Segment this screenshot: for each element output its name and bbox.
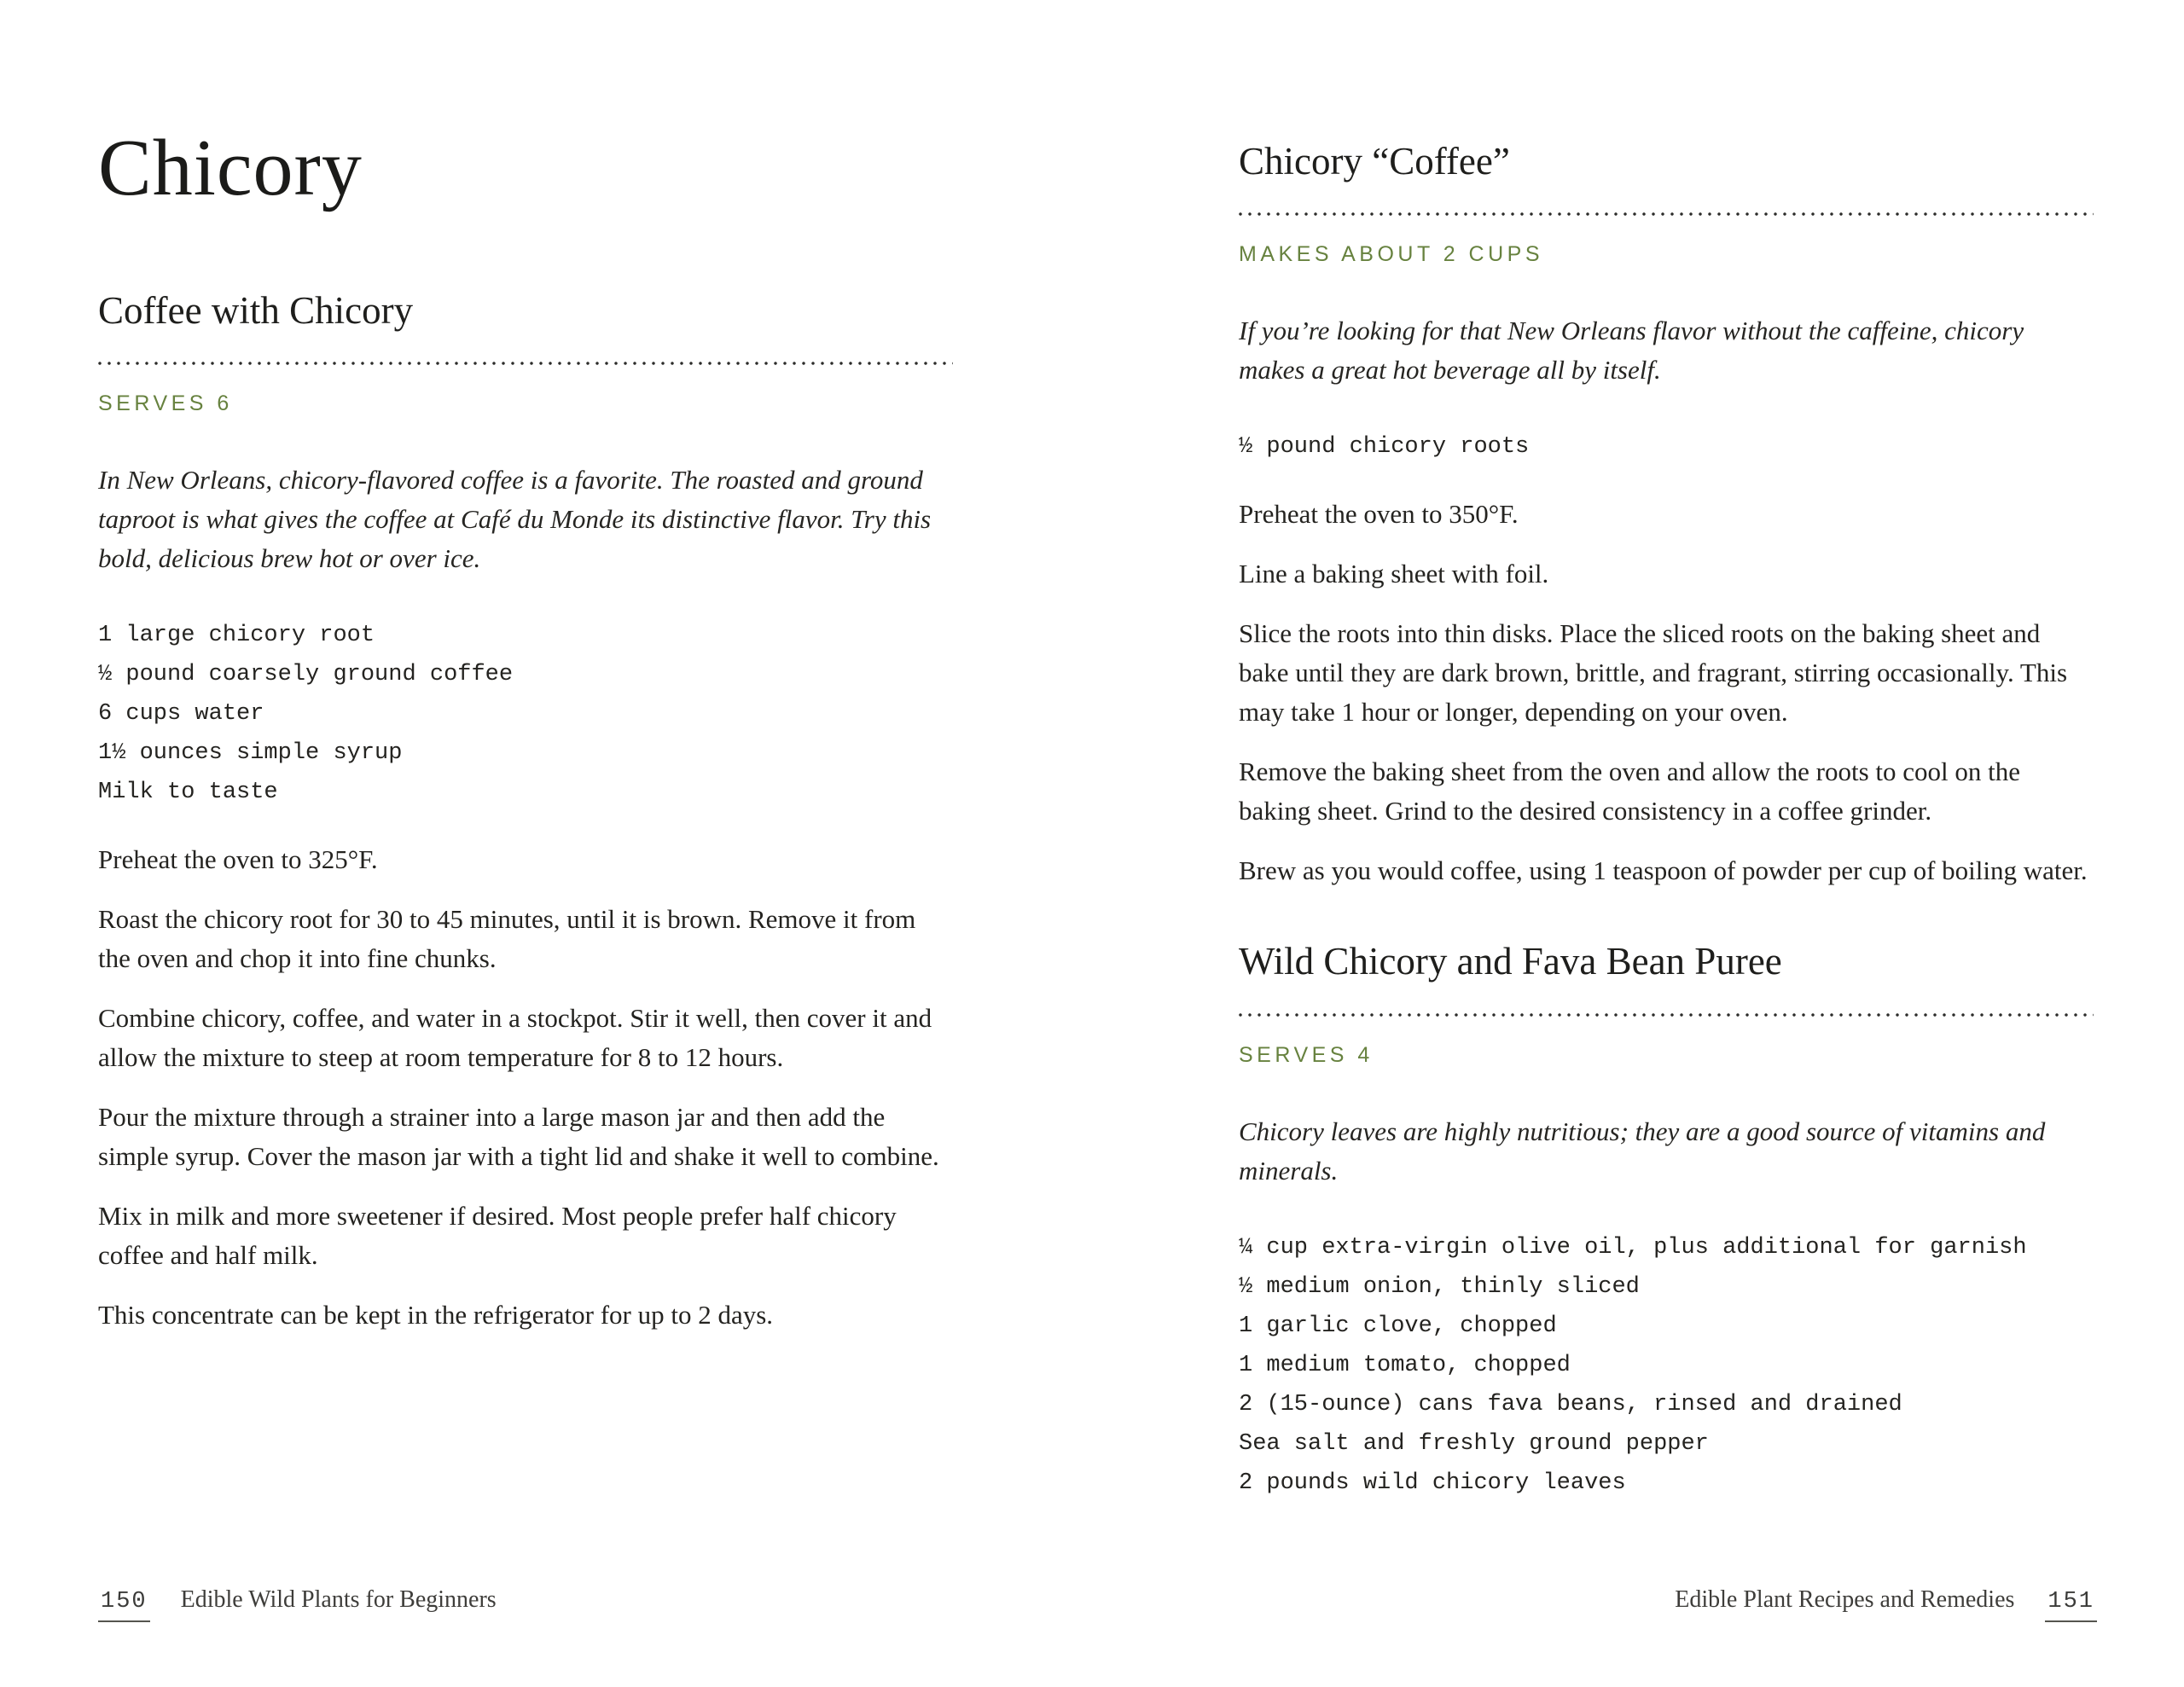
ingredient-line: 6 cups water bbox=[98, 701, 264, 728]
ingredient-line: 1½ ounces simple syrup bbox=[98, 740, 403, 767]
page-number: 150 bbox=[98, 1589, 150, 1622]
ingredient-list bbox=[1239, 1228, 2094, 1503]
right-page-footer bbox=[1675, 1586, 2097, 1622]
recipe-intro: Chicory leaves are highly nutritious; they are a good source of vitamins and minerals. bbox=[1239, 1116, 2046, 1186]
ingredient-line: Sea salt and freshly ground pepper bbox=[1239, 1430, 1709, 1457]
ingredient-line: 1 large chicory root bbox=[98, 623, 375, 649]
ingredient-line: 2 (15-ounce) cans fava beans, rinsed and drained bbox=[1239, 1391, 1902, 1417]
ingredient-line: Milk to taste bbox=[98, 780, 278, 806]
dotted-divider bbox=[98, 362, 953, 365]
recipe-intro: If you’re looking for that New Orleans flavor without the caffeine, chicory makes a great hot beverage all by itself. bbox=[1239, 316, 2024, 386]
ingredient-line: 1 garlic clove, chopped bbox=[1239, 1313, 1557, 1339]
left-page bbox=[98, 0, 953, 1355]
ingredient-line: ¼ cup extra-virgin olive oil, plus additional for garnish bbox=[1239, 1234, 2027, 1261]
ingredient-list bbox=[1239, 427, 2094, 467]
serves-label: SERVES 4 bbox=[1239, 1042, 1374, 1067]
step-paragraph: Line a baking sheet with foil. bbox=[1239, 559, 1549, 589]
dotted-divider bbox=[1239, 212, 2094, 216]
recipe-title-wild-chicory-fava-bean-puree: Wild Chicory and Fava Bean Puree bbox=[1239, 940, 1782, 983]
step-paragraph: Pour the mixture through a strainer into a large mason jar and then add the simple syrup. Cover the mason jar with a tight lid and shake it well to combine. bbox=[98, 1102, 939, 1172]
ingredient-line: ½ pound coarsely ground coffee bbox=[98, 662, 514, 688]
ingredient-line: ½ medium onion, thinly sliced bbox=[1239, 1273, 1640, 1300]
ingredient-line: ½ pound chicory roots bbox=[1239, 434, 1530, 461]
step-paragraph: Roast the chicory root for 30 to 45 minutes, until it is brown. Remove it from the oven and chop it into fine chunks. bbox=[98, 904, 916, 974]
recipe-title-chicory-coffee: Chicory “Coffee” bbox=[1239, 140, 1510, 183]
step-list bbox=[1239, 495, 2094, 890]
book-title: Edible Wild Plants for Beginners bbox=[180, 1586, 497, 1613]
step-paragraph: This concentrate can be kept in the refrigerator for up to 2 days. bbox=[98, 1300, 774, 1330]
chapter-title: Chicory bbox=[98, 124, 363, 212]
step-paragraph: Combine chicory, coffee, and water in a stockpot. Stir it well, then cover it and allow the mixture to steep at room temperature for 8 to 12 hours. bbox=[98, 1003, 932, 1073]
left-page-footer bbox=[98, 1586, 497, 1622]
serves-label: SERVES 6 bbox=[98, 391, 233, 416]
makes-label: MAKES ABOUT 2 CUPS bbox=[1239, 242, 1544, 267]
step-paragraph: Slice the roots into thin disks. Place the sliced roots on the baking sheet and bake until they are dark brown, brittle, and fragrant, stirring occasionally. This may take 1 hour or longer, depending on your oven. bbox=[1239, 618, 2068, 728]
step-paragraph: Preheat the oven to 350°F. bbox=[1239, 499, 1519, 530]
step-paragraph: Brew as you would coffee, using 1 teaspoon of powder per cup of boiling water. bbox=[1239, 855, 2088, 886]
recipe-title-coffee-with-chicory: Coffee with Chicory bbox=[98, 288, 414, 332]
ingredient-line: 1 medium tomato, chopped bbox=[1239, 1352, 1571, 1378]
ingredient-list bbox=[98, 616, 953, 812]
recipe-intro: In New Orleans, chicory-flavored coffee is a favorite. The roasted and ground taproot is what gives the coffee at Café du Monde its distinctive flavor. Try this bold, delicious brew hot or over ice. bbox=[98, 465, 932, 574]
step-paragraph: Remove the baking sheet from the oven and allow the roots to cool on the baking sheet. Grind to the desired consistency in a coffee grinder. bbox=[1239, 757, 2020, 826]
step-paragraph: Preheat the oven to 325°F. bbox=[98, 844, 378, 875]
dotted-divider bbox=[1239, 1013, 2094, 1017]
book-title: Edible Plant Recipes and Remedies bbox=[1675, 1586, 2015, 1613]
page-number: 151 bbox=[2045, 1589, 2097, 1622]
step-paragraph: Mix in milk and more sweetener if desired. Most people prefer half chicory coffee and half milk. bbox=[98, 1201, 897, 1271]
ingredient-line: 2 pounds wild chicory leaves bbox=[1239, 1470, 1626, 1496]
right-page bbox=[1239, 0, 2094, 1503]
step-list bbox=[98, 840, 953, 1335]
